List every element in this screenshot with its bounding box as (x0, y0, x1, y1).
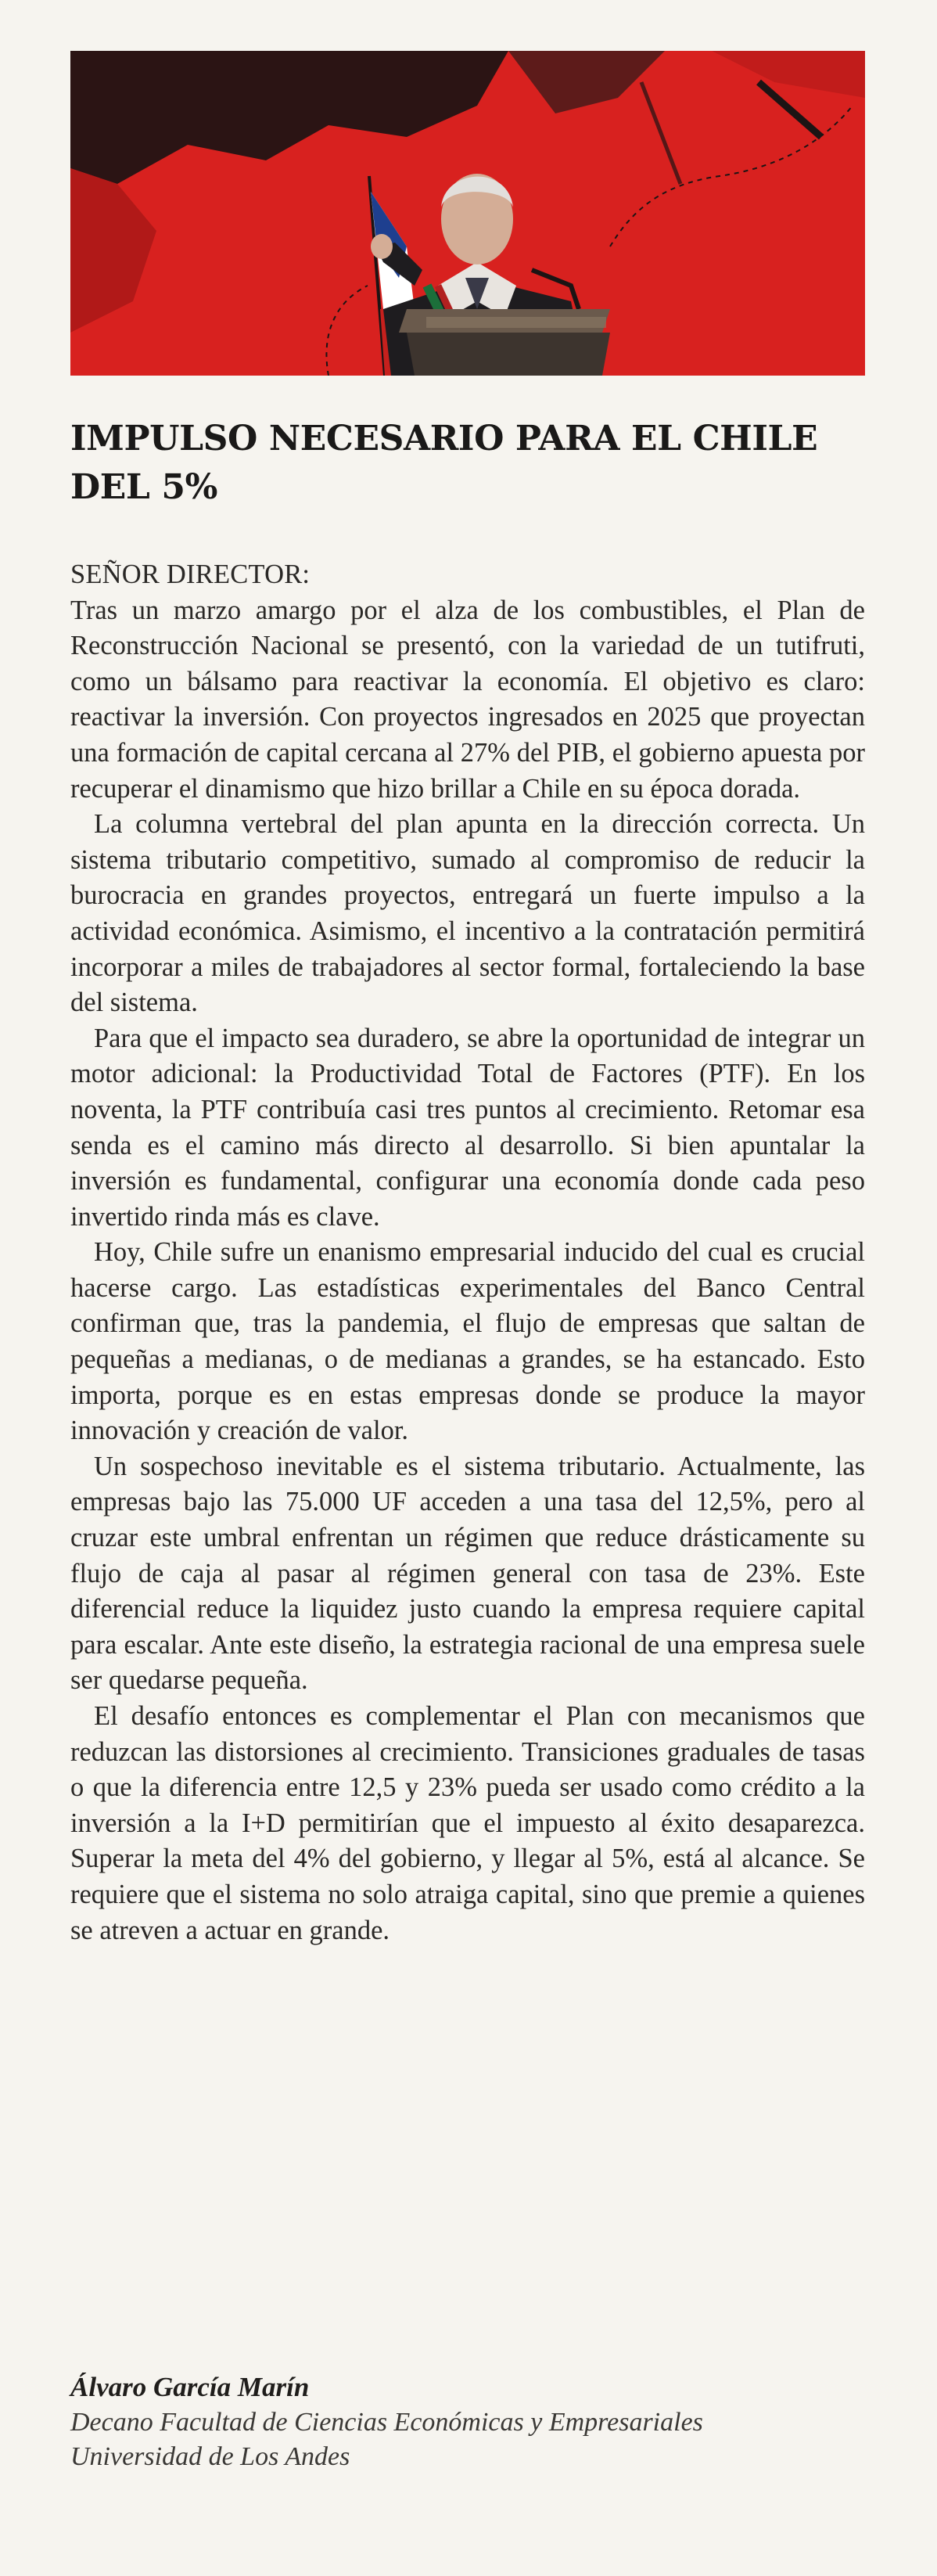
letter-paragraph-6: El desafío entonces es complementar el Plan con mecanismos que reduzcan las distorsiones al crecimiento. Transiciones graduales de tasas o que la diferencia entre 12,5 y 23% pueda ser usado como crédito a la inversión a la I+D permitirían que el impuesto al éxito desaparezca. Superar la meta del 4% del gobierno, y llegar al 5%, está al alcance. Se requiere que el sistema no solo atraiga capital, sino que premie a quienes se atreven a actuar en grande. (70, 1701, 865, 1945)
hero-photo-illustration (70, 51, 865, 376)
letter-paragraph-4: Hoy, Chile sufre un enanismo empresarial inducido del cual es crucial hacerse cargo. Las estadísticas experimentales del Banco Central confirman que, tras la pandemia, el flujo de empresas que saltan de pequeñas a medianas, o de medianas a grandes, se ha estancado. Esto importa, porque es en estas empresas donde se produce la mayor innovación y creación de valor. (70, 1237, 865, 1446)
letter-paragraph-1: Tras un marzo amargo por el alza de los combustibles, el Plan de Reconstrucción Nacional se presentó, con la variedad de un tutifruti, como un bálsamo para reactivar la economía. El objetivo es claro: reactivar la inversión. Con proyectos ingresados en 2025 que proyectan una formación de capital cercana al 27% del PIB, el gobierno apuesta por recuperar el dinamismo que hizo brillar a Chile en su época dorada. (70, 595, 865, 804)
author-name: Álvaro García Marín (70, 2372, 310, 2402)
letter-paragraph-2: La columna vertebral del plan apunta en la dirección correcta. Un sistema tributario competitivo, sumado al compromiso de reducir la burocracia en grandes proyectos, entregará un fuerte impulso a la actividad económica. Asimismo, el incentivo a la contratación permitirá incorporar a miles de trabajadores al sector formal, fortaleciendo la base del sistema. (70, 809, 865, 1018)
author-institution: Universidad de Los Andes (70, 2442, 350, 2471)
article-headline: IMPULSO NECESARIO PARA EL CHILE DEL 5% (70, 419, 818, 507)
author-signature (70, 2369, 865, 2474)
letter-salutation: SEÑOR DIRECTOR: (70, 559, 311, 589)
letter-body (70, 557, 865, 1948)
letter-paragraph-5: Un sospechoso inevitable es el sistema tributario. Actualmente, las empresas bajo las 75.000 UF acceden a una tasa del 12,5%, pero al cruzar este umbral enfrentan un régimen que reduce drásticamente su flujo de caja al pasar al régimen general con tasa de 23%. Este diferencial reduce la liquidez justo cuando la empresa requiere capital para escalar. Ante este diseño, la estrategia racional de una empresa suele ser quedarse pequeña. (70, 1451, 865, 1696)
letter-paragraph-3: Para que el impacto sea duradero, se abre la oportunidad de integrar un motor adicional: la Productividad Total de Factores (PTF). En los noventa, la PTF contribuía casi tres puntos al crecimiento. Retomar esa senda es el camino más directo al desarrollo. Si bien apuntalar la inversión es fundamental, configurar una economía donde cada peso invertido rinda más es clave. (70, 1023, 865, 1232)
author-role: Decano Facultad de Ciencias Económicas y Empresariales (70, 2408, 703, 2437)
photo-illustration-president-at-podium-icon (70, 51, 865, 376)
